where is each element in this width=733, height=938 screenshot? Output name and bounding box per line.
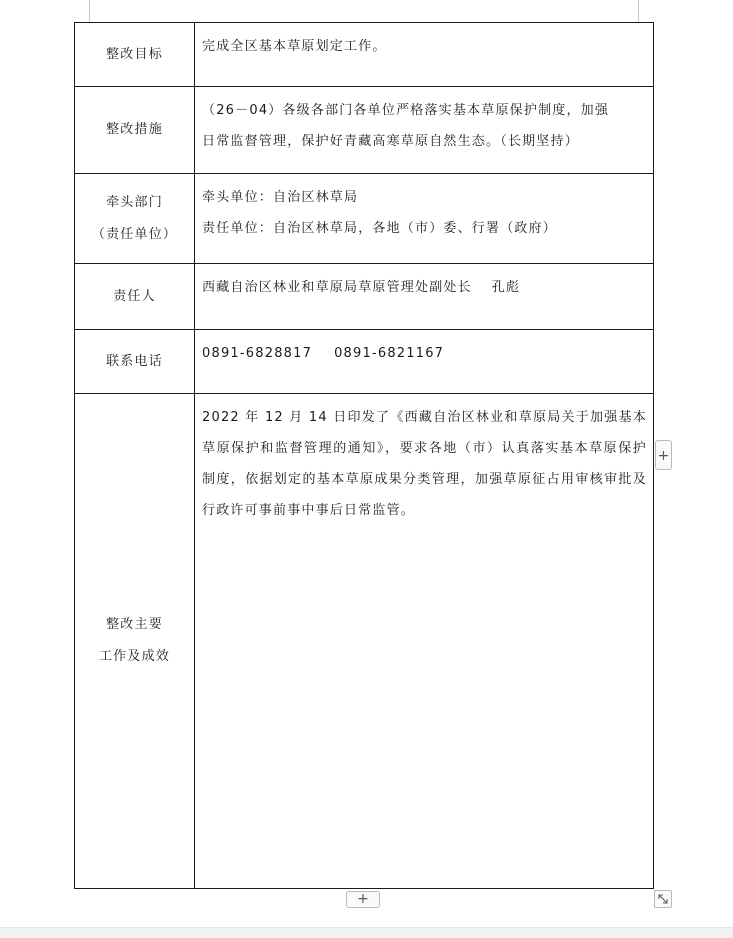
value-text: 牵头单位：自治区林草局 <box>202 190 359 205</box>
label-cell-phone[interactable] <box>75 330 195 394</box>
value-text: 完成全区基本草原划定工作。 <box>202 39 387 54</box>
plus-icon: + <box>657 448 670 464</box>
page-margin-mark-left <box>89 0 90 22</box>
phone-number: 0891-6828817 <box>202 346 313 361</box>
phone-number: 0891-6821167 <box>334 346 445 361</box>
value-cell-responsible[interactable] <box>195 264 654 330</box>
label-text: 联系电话 <box>106 353 163 369</box>
label-cell-responsible[interactable] <box>75 264 195 330</box>
label-text: 整改主要 <box>106 617 163 632</box>
table-row-responsible <box>75 264 654 330</box>
rectification-table <box>74 22 654 889</box>
label-text: 责任人 <box>113 288 156 304</box>
page-margin-mark-right <box>638 0 639 22</box>
table-row-results <box>75 394 654 889</box>
label-text: 整改目标 <box>106 46 163 62</box>
resize-diagonal-icon <box>655 891 671 907</box>
table-resize-handle[interactable] <box>654 890 672 908</box>
label-cell-department[interactable] <box>75 174 195 264</box>
label-text: 工作及成效 <box>98 649 170 664</box>
table-row-department <box>75 174 654 264</box>
table-row-phone <box>75 330 654 394</box>
value-text: 责任单位：自治区林草局，各地（市）委、行署（政府） <box>202 221 558 236</box>
value-text: 日常监督管理，保护好青藏高寒草原自然生态。（长期坚持） <box>202 134 579 149</box>
label-cell-results[interactable] <box>75 394 195 889</box>
value-text <box>202 338 647 369</box>
value-text: （26－04）各级各部门各单位严格落实基本草原保护制度，加强 <box>202 103 610 118</box>
value-cell-results[interactable] <box>195 394 654 889</box>
value-cell-department[interactable] <box>195 174 654 264</box>
value-cell-measures[interactable] <box>195 87 654 174</box>
status-strip <box>0 927 733 938</box>
responsible-title: 西藏自治区林业和草原局草原管理处副处长 <box>202 280 472 295</box>
value-paragraph: 2022 年 12 月 14 日印发了《西藏自治区林业和草原局关于加强基本草原保护和监督管理的通知》，要求各地（市）认真落实基本草原保护制度，依据划定的基本草原成果分类管理，加强草原征占用审核审批及行政许可事前事中事后日常监管。 <box>202 410 647 518</box>
value-cell-goal[interactable] <box>195 23 654 87</box>
label-text: （责任单位） <box>91 226 178 242</box>
add-row-button[interactable] <box>346 891 380 908</box>
label-cell-measures[interactable] <box>75 87 195 174</box>
label-text: 整改措施 <box>106 122 163 137</box>
plus-icon: + <box>357 891 369 907</box>
label-cell-goal[interactable] <box>75 23 195 87</box>
value-cell-phone[interactable] <box>195 330 654 394</box>
responsible-name: 孔彪 <box>491 280 521 295</box>
add-column-button[interactable] <box>655 440 672 470</box>
table-row-measures <box>75 87 654 174</box>
table-row-goal <box>75 23 654 87</box>
label-text: 牵头部门 <box>106 194 163 210</box>
value-text <box>202 272 647 303</box>
